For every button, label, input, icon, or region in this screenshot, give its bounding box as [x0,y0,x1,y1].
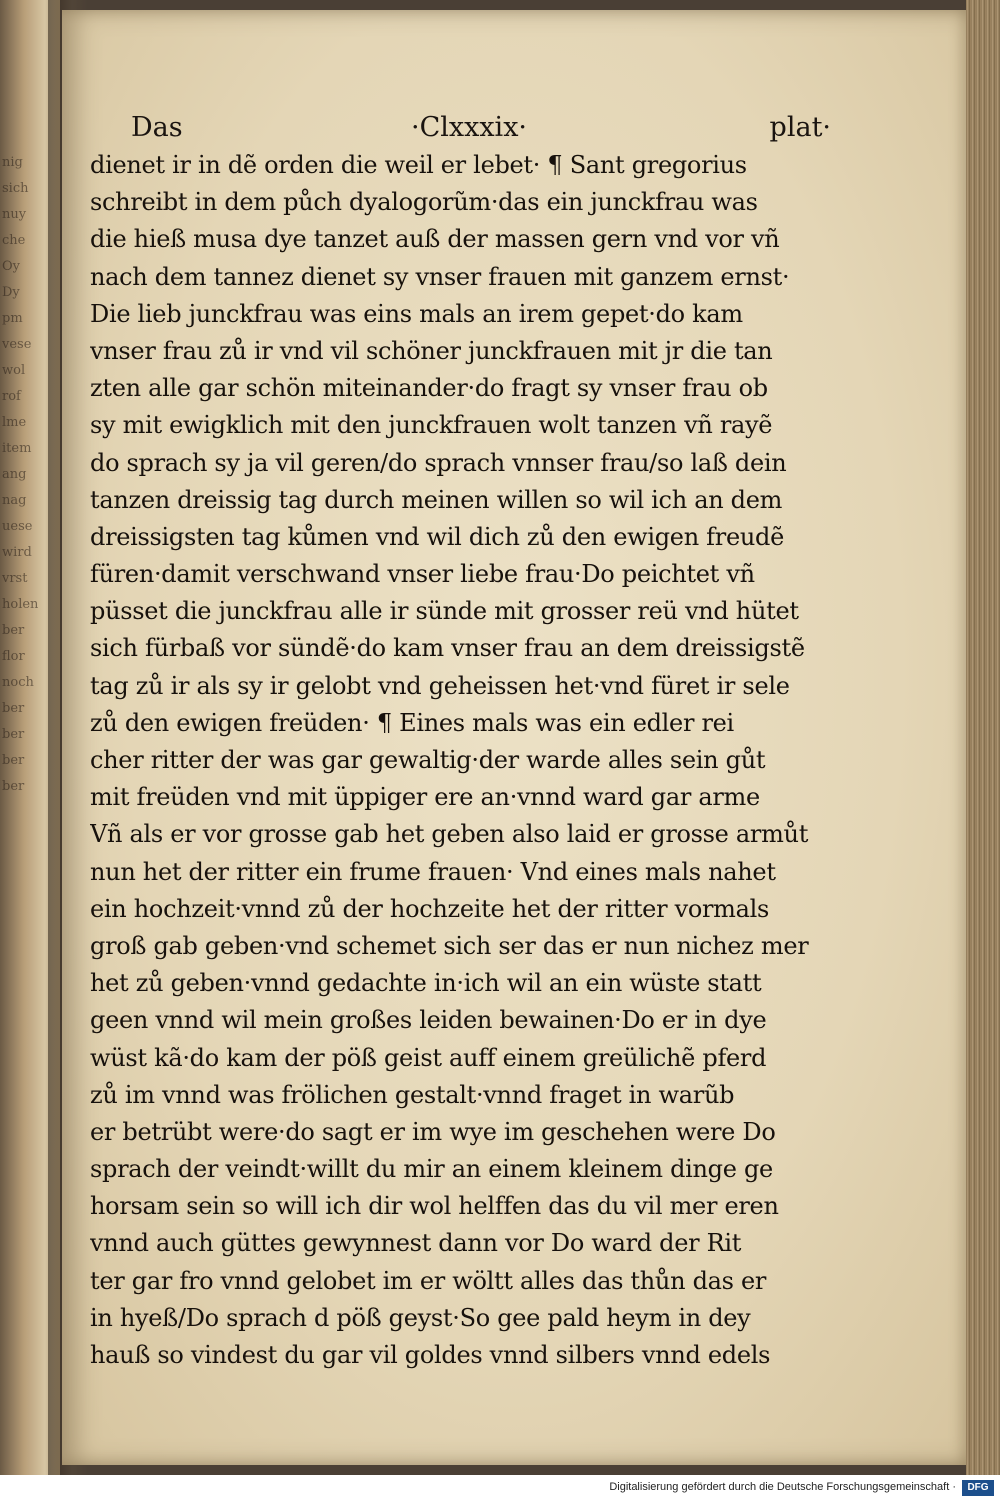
text-line: horsam sein so will ich dir wol helffen das du vil mer eren [90,1192,779,1221]
text-line: vnser frau zů ir vnd vil schöner junckfrauen mit jr die tan [90,336,773,365]
text-line: sich fürbaß vor sündẽ·do kam vnser frau an dem dreissigstẽ [90,634,805,663]
text-line: vnnd auch güttes gewynnest dann vor Do ward der Rit [90,1229,742,1258]
text-line: sprach der veindt·willt du mir an einem kleinem dinge ge [90,1155,773,1184]
text-line: nach dem tannez dienet sy vnser frauen mit ganzem ernst· [90,262,790,291]
text-line: Vñ als er vor grosse gab het geben also laid er grosse armůt [90,820,809,849]
text-line: do sprach sy ja vil geren/do sprach vnnser frau/so laß dein [90,448,787,477]
footer-bar [0,1475,1000,1502]
page-block-edges [966,0,1000,1475]
text-line: dienet ir in dẽ orden die weil er lebet· ¶ Sant gregorius [90,151,747,179]
text-line: in hyeß/Do sprach d pöß geyst·So gee pald heym in dey [90,1303,751,1332]
text-line: tag zů ir als sy ir gelobt vnd geheissen het·vnd füret ir sele [90,671,790,700]
text-line: cher ritter der was gar gewaltig·der warde alles sein gůt [90,746,766,774]
running-header [131,112,831,152]
text-line: ter gar fro vnnd gelobet im er wöltt alles das thůn das er [90,1266,767,1295]
funding-credit: Digitalisierung gefördert durch die Deutsche Forschungsgemeinschaft · [609,1481,956,1493]
text-line: die hieß musa dye tanzet auß der massen gern vnd vor vñ [90,225,780,254]
text-line: mit freüden vnd mit üppiger ere an·vnnd ward gar arme [90,783,760,812]
text-line: sy mit ewigklich mit den junckfrauen wolt tanzen vñ rayẽ [90,411,773,440]
text-line: schreibt in dem půch dyalogorũm·das ein junckfrau was [90,188,758,217]
text-line: hauß so vindest du gar vil goldes vnnd silbers vnnd edels [90,1341,771,1369]
header-left-word: Das [131,112,183,143]
text-line: zů den ewigen freüden· ¶ Eines mals was ein edler rei [90,708,734,737]
text-line: füren·damit verschwand vnser liebe frau·Do peichtet vñ [90,560,755,589]
folio-number: ·Clxxxix· [411,112,528,143]
text-line: püsset die junckfrau alle ir sünde mit grosser reü vnd hütet [90,597,799,626]
facing-page-text-fragments: nig sich nuy che Oy Dy pm vese wol rof lme item ang nag uese wird vrst holen ber flor noch ber ber ber ber [2,155,38,794]
text-line: Die lieb junckfrau was eins mals an irem gepet·do kam [90,299,743,328]
text-line: wüst kã·do kam der pöß geist auff einem greülichẽ pferd [90,1043,767,1072]
text-line: groß gab geben·vnd schemet sich ser das er nun nichez mer [90,931,809,960]
header-right-word: plat· [769,112,831,143]
text-line: het zů geben·vnnd gedachte in·ich wil an ein wüste statt [90,969,762,998]
text-line: zten alle gar schön miteinander·do fragt sy vnser frau ob [90,374,768,403]
text-line: tanzen dreissig tag durch meinen willen so wil ich an dem [90,485,783,514]
text-line: nun het der ritter ein frume frauen· Vnd eines mals nahet [90,857,776,886]
text-line: dreissigsten tag kůmen vnd wil dich zů den ewigen freudẽ [90,522,784,551]
text-line: ein hochzeit·vnnd zů der hochzeite het der ritter vormals [90,894,770,923]
text-line: geen vnnd wil mein großes leiden bewainen·Do er in dye [90,1006,767,1035]
text-block [90,147,850,1374]
dfg-logo[interactable]: DFG [962,1480,994,1496]
text-line: zů im vnnd was frölichen gestalt·vnnd fraget in warũb [90,1080,735,1109]
text-line: er betrübt were·do sagt er im wye im geschehen were Do [90,1117,776,1146]
